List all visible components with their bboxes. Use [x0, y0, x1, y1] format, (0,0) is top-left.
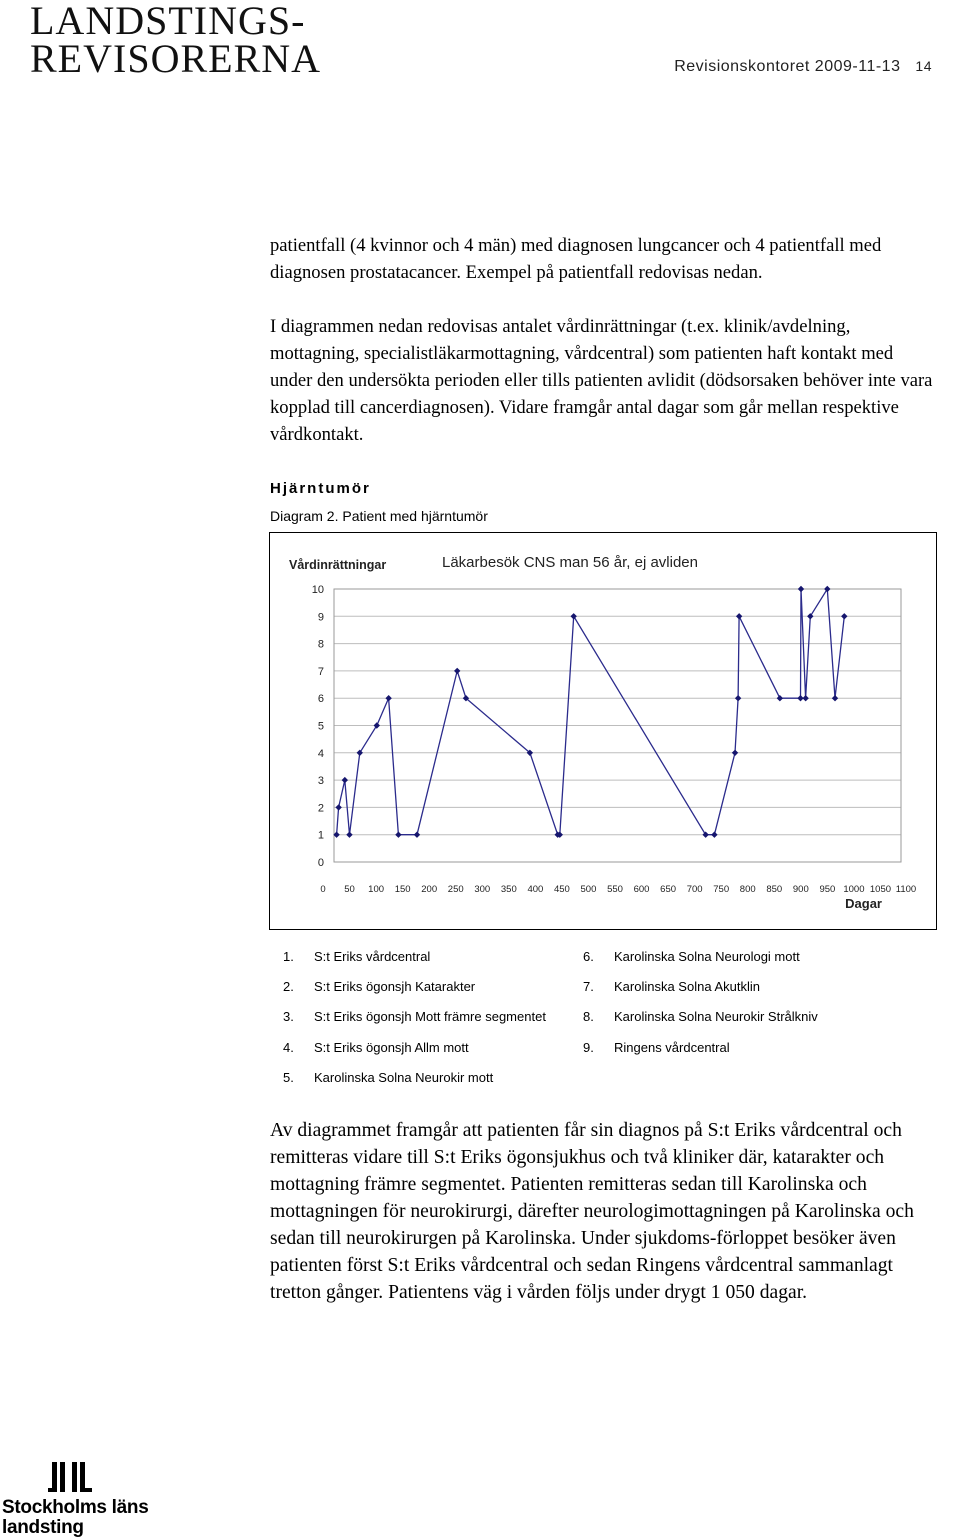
legend-item-number: 9.	[583, 1039, 594, 1055]
legend-item-number: 7.	[583, 979, 594, 995]
x-tick-label: 600	[633, 884, 650, 895]
legend-item-label: Karolinska Solna Neurologi mott	[614, 949, 800, 964]
y-tick-label: 1	[317, 829, 324, 842]
legend-item	[583, 979, 760, 994]
data-point	[832, 695, 838, 701]
y-tick-label: 9	[317, 611, 324, 624]
paragraph-intro: patientfall (4 kvinnor och 4 män) med diagnosen lungcancer och 4 patientfall med diagnosen prostatacancer. Exempel på patientfall redovisas nedan.	[270, 235, 882, 283]
series-line	[337, 589, 845, 835]
x-tick-label: 1050	[869, 884, 892, 895]
legend-item-number: 2.	[283, 979, 294, 995]
data-point	[374, 722, 380, 728]
org-name-line-2: landsting	[2, 1517, 84, 1538]
logo-line-1: LANDSTINGS-	[30, 0, 306, 43]
x-tick-label: 800	[739, 884, 756, 895]
data-point	[732, 750, 738, 756]
x-tick-label: 1100	[895, 884, 917, 895]
line-chart	[270, 533, 936, 929]
x-tick-label: 300	[474, 884, 491, 895]
x-tick-label: 250	[447, 884, 464, 895]
x-tick-label: 150	[394, 884, 411, 895]
chart-title: Läkarbesök CNS man 56 år, ej avliden	[442, 554, 698, 571]
legend-item	[283, 949, 430, 964]
y-tick-label: 10	[311, 584, 324, 596]
data-point	[777, 695, 783, 701]
x-tick-label: 550	[607, 884, 623, 895]
legend-item	[283, 1009, 546, 1024]
legend-item-number: 1.	[283, 949, 294, 964]
data-point	[702, 832, 708, 838]
legend-item-label: S:t Eriks ögonsjh Mott främre segmentet	[314, 1009, 546, 1025]
y-tick-label: 6	[317, 693, 324, 706]
data-point	[807, 613, 813, 619]
legend-item-label: Karolinska Solna Neurokir Strålkniv	[614, 1009, 818, 1025]
paragraph-analysis: Av diagrammet framgår att patienten får sin diagnos på S:t Eriks vårdcentral och remitteras vidare till S:t Eriks ögonsjukhus och två kliniker där, katarakter och mottagning främre segmentet. Patienten remitteras sedan till Karolinska och mottagningen för neurokirurgi, därefter neurologimottagningen på Karolinska och sedan till neurokirurgen på Karolinska. Under sjukdoms-förloppet besöker även patienten först S:t Eriks vårdcentral och sedan Ringens vårdcentral sammanlagt tretton gånger. Patientens väg i vården följs under drygt 1 050 dagar.	[270, 1120, 914, 1303]
legend-item	[283, 1070, 493, 1085]
legend-item-number: 6.	[583, 949, 594, 964]
legend-item	[583, 1009, 818, 1024]
x-tick-label: 750	[713, 884, 730, 895]
data-point	[736, 613, 742, 619]
y-tick-label: 0	[317, 857, 324, 869]
section-heading: Hjärntumör	[270, 480, 371, 497]
page-number: 14	[915, 58, 932, 74]
x-tick-label: 850	[766, 884, 783, 895]
x-tick-label: 100	[368, 884, 385, 895]
data-point	[357, 750, 363, 756]
org-name-line-1: Stockholms läns	[2, 1497, 149, 1518]
x-tick-label: 950	[819, 884, 836, 895]
y-tick-label: 7	[317, 665, 324, 678]
x-tick-label: 900	[792, 884, 809, 895]
x-tick-label: 650	[660, 884, 677, 895]
legend-item	[283, 979, 475, 994]
y-tick-label: 8	[317, 638, 324, 651]
x-tick-label: 350	[500, 884, 517, 895]
data-point	[454, 668, 460, 674]
data-point	[395, 832, 401, 838]
page-header-info	[674, 58, 932, 76]
logo-line-2: REVISORERNA	[30, 36, 322, 81]
y-tick-label: 2	[317, 802, 324, 815]
chart-frame	[269, 532, 937, 930]
organization-logo	[30, 0, 322, 81]
legend-item-label: S:t Eriks ögonsjh Allm mott	[314, 1039, 469, 1055]
legend-item-label: Karolinska Solna Akutklin	[614, 979, 760, 995]
data-point	[711, 832, 717, 838]
data-point	[335, 804, 341, 810]
legend-item-number: 4.	[283, 1039, 294, 1055]
paragraph-description: I diagrammen nedan redovisas antalet vårdinrättningar (t.ex. klinik/avdelning, mottagning, specialistläkarmottagning, vårdcentral) som patienten haft kontakt med under den undersökta perioden eller tills patienten avlidit (dödsorsaken behöver inte vara kopplad till cancerdiagnosen). Vidare framgår antal dagar som går mellan respektive vårdkontakt.	[270, 316, 933, 445]
data-point	[841, 613, 847, 619]
legend-item-label: S:t Eriks ögonsjh Katarakter	[314, 979, 476, 995]
data-point	[735, 695, 741, 701]
x-tick-label: 0	[320, 884, 326, 895]
data-point	[414, 832, 420, 838]
x-tick-label: 1000	[843, 884, 865, 895]
legend-item-number: 3.	[283, 1009, 294, 1025]
legend-item	[583, 949, 800, 964]
x-tick-label: 450	[553, 884, 570, 895]
legend-item-label: Karolinska Solna Neurokir mott	[314, 1069, 494, 1085]
x-tick-label: 50	[344, 884, 355, 895]
landsting-logo-icon	[46, 1462, 96, 1494]
legend-item-label: Ringens vårdcentral	[614, 1039, 730, 1055]
data-point	[824, 586, 830, 592]
legend-item-label: S:t Eriks vårdcentral	[314, 949, 431, 964]
data-point	[570, 613, 576, 619]
legend-item	[583, 1040, 730, 1055]
y-axis-title: Vårdinrättningar	[289, 558, 387, 572]
office-date: Revisionskontoret 2009-11-13	[674, 58, 901, 75]
data-point	[346, 832, 352, 838]
data-point	[342, 777, 348, 783]
x-tick-label: 700	[686, 884, 703, 895]
y-tick-label: 3	[317, 775, 324, 788]
x-tick-label: 500	[580, 884, 597, 895]
legend-item-number: 5.	[283, 1069, 294, 1085]
legend-item-number: 8.	[583, 1009, 594, 1025]
x-tick-label: 200	[421, 884, 438, 895]
data-point	[798, 586, 804, 592]
x-axis-title: Dagar	[845, 896, 882, 911]
diagram-caption: Diagram 2. Patient med hjärntumör	[270, 508, 488, 524]
legend-item	[283, 1040, 469, 1055]
y-tick-label: 4	[317, 747, 324, 760]
y-tick-label: 5	[317, 720, 324, 733]
data-point	[385, 695, 391, 701]
x-tick-label: 400	[527, 884, 544, 895]
data-point	[802, 695, 808, 701]
